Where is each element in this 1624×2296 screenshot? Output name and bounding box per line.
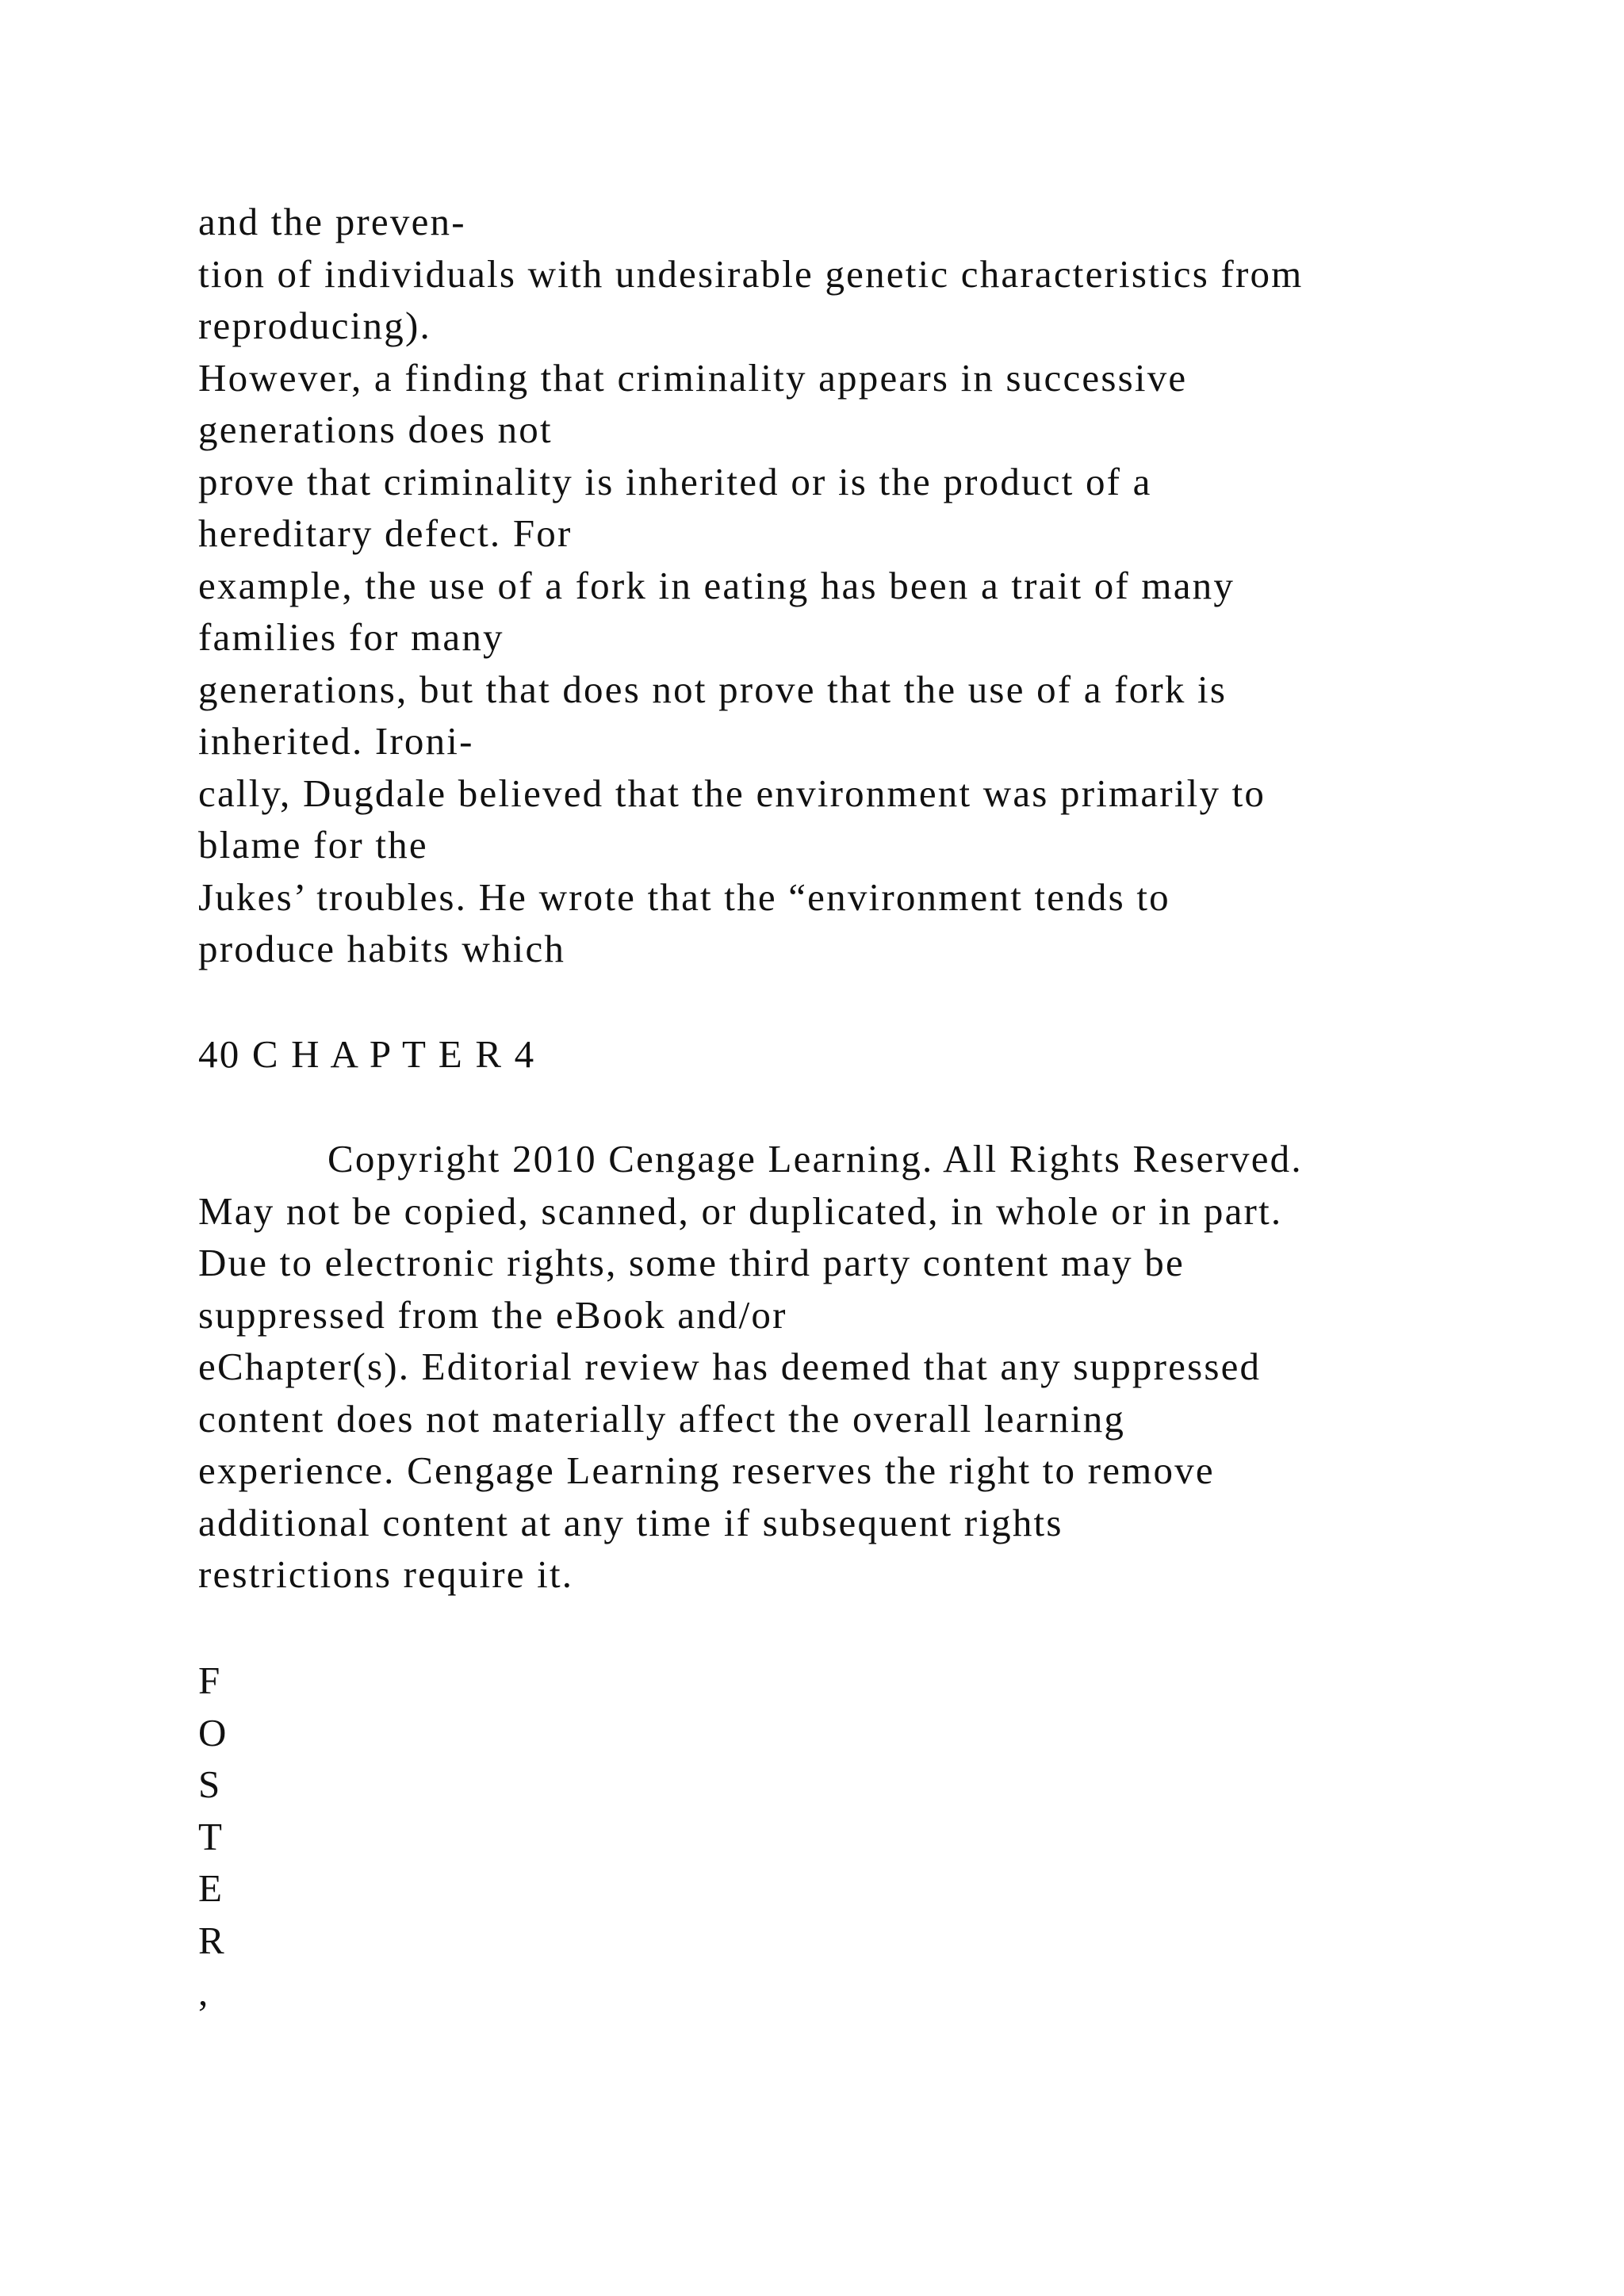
- body-line: hereditary defect. For: [198, 511, 573, 555]
- body-line: example, the use of a fork in eating has been a trait of many: [198, 563, 1235, 607]
- vertical-author-name: [198, 1655, 1546, 2019]
- copyright-line: suppressed from the eBook and/or: [198, 1292, 787, 1337]
- vertical-letter: F: [198, 1659, 222, 1702]
- copyright-line: content does not materially affect the overall learning: [198, 1396, 1126, 1441]
- vertical-letter: R: [198, 1918, 226, 1962]
- vertical-letter: T: [198, 1814, 224, 1858]
- body-line: cally, Dugdale believed that the environment was primarily to: [198, 771, 1266, 815]
- copyright-line: Copyright 2010 Cengage Learning. All Rights Reserved.: [327, 1137, 1303, 1181]
- chapter-footer: [198, 1028, 1546, 1081]
- copyright-line: May not be copied, scanned, or duplicated, in whole or in part.: [198, 1188, 1283, 1233]
- copyright-line: eChapter(s). Editorial review has deemed that any suppressed: [198, 1345, 1262, 1388]
- body-line: and the preven-: [198, 200, 466, 243]
- body-paragraph: [198, 196, 1546, 975]
- page-number-chapter: 40 C H A P T E R 4: [198, 1032, 536, 1076]
- vertical-letter: S: [198, 1762, 222, 1806]
- body-line: produce habits which: [198, 927, 566, 970]
- body-line: generations, but that does not prove that the use of a fork is: [198, 667, 1228, 711]
- copyright-line: experience. Cengage Learning reserves the right to remove: [198, 1448, 1215, 1492]
- copyright-line: Due to electronic rights, some third party content may be: [198, 1241, 1185, 1284]
- copyright-line: additional content at any time if subsequent rights: [198, 1500, 1063, 1544]
- body-line: However, a finding that criminality appears in successive: [198, 355, 1188, 400]
- vertical-letter: O: [198, 1710, 228, 1755]
- copyright-notice: [198, 1133, 1546, 1601]
- body-line: blame for the: [198, 823, 428, 867]
- body-line: reproducing).: [198, 304, 431, 347]
- copyright-line: restrictions require it.: [198, 1552, 574, 1596]
- vertical-letter: ,: [198, 1970, 210, 2014]
- body-line: prove that criminality is inherited or is the product of a: [198, 459, 1152, 503]
- body-line: generations does not: [198, 408, 553, 451]
- body-line: families for many: [198, 615, 504, 659]
- body-line: inherited. Ironi-: [198, 719, 474, 763]
- body-line: tion of individuals with undesirable genetic characteristics from: [198, 251, 1304, 296]
- body-line: Jukes’ troubles. He wrote that the “environment tends to: [198, 874, 1170, 919]
- vertical-letter: E: [198, 1866, 224, 1910]
